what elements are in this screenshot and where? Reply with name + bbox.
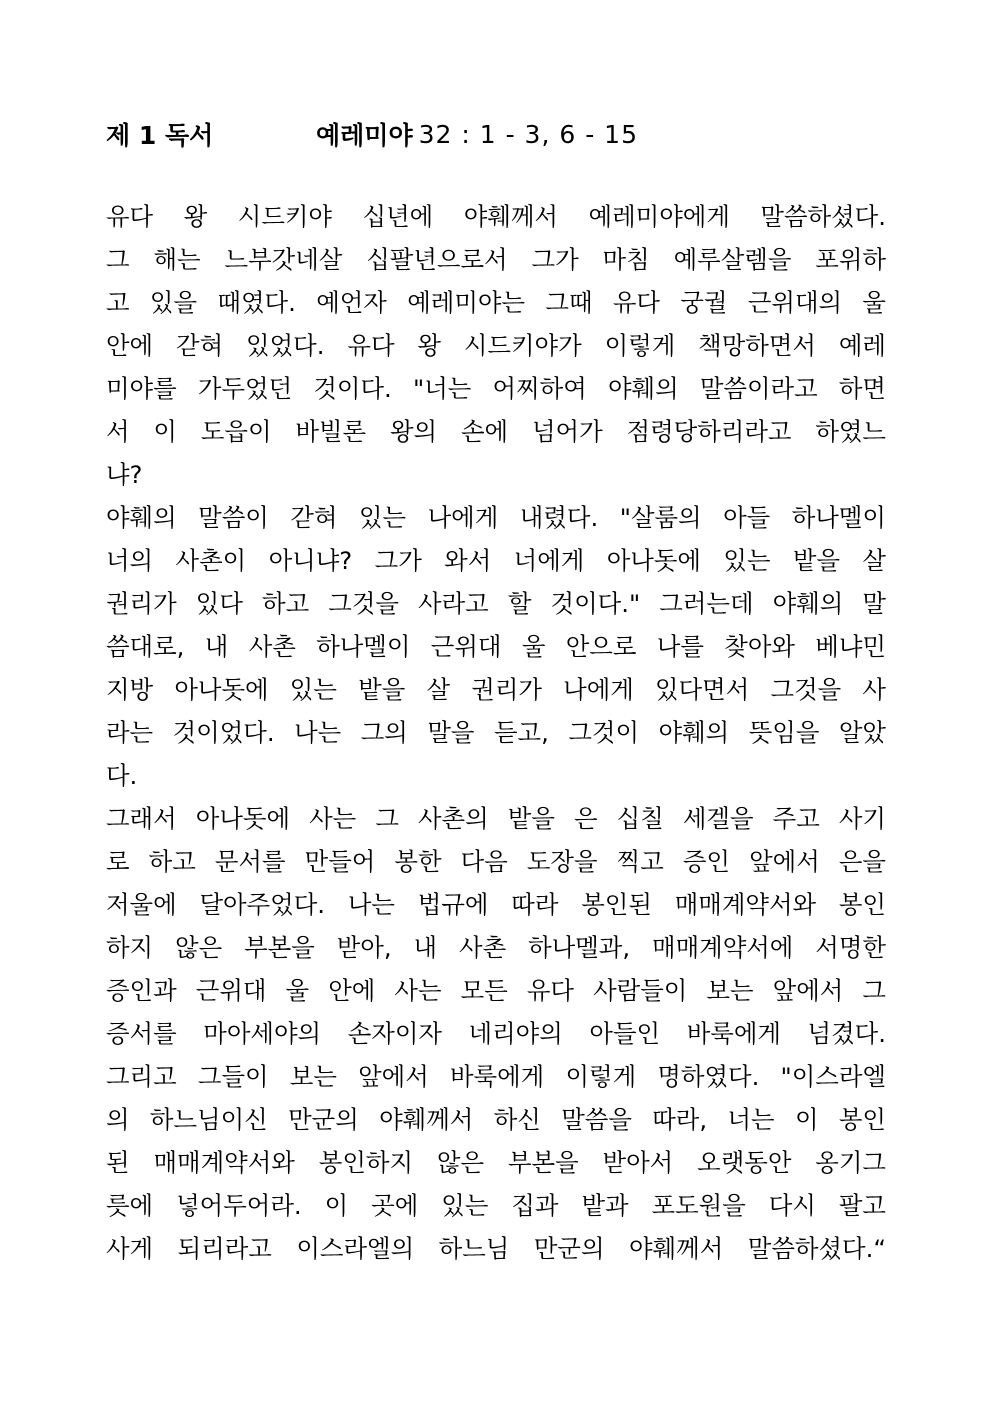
reading-heading: [106, 112, 638, 156]
body-line: 고 있을 때였다. 예언자 예레미야는 그때 유다 궁궐 근위대의 울: [106, 288, 886, 317]
body-line: 안에 갇혀 있었다. 유다 왕 시드키야가 이렇게 책망하면서 예레: [106, 331, 886, 360]
body-line: 사게 되리라고 이스라엘의 하느님 만군의 야훼께서 말씀하셨다.“: [106, 1234, 886, 1263]
body-line: 너의 사촌이 아니냐? 그가 와서 너에게 아나돗에 있는 밭을 살: [106, 546, 886, 575]
body-line: 그 해는 느부갓네살 십팔년으로서 그가 마침 예루살렘을 포위하: [106, 245, 886, 274]
reading-body: [106, 195, 886, 1270]
body-line: 하지 않은 부본을 받아, 내 사촌 하나멜과, 매매계약서에 서명한: [106, 933, 886, 962]
body-line: 미야를 가두었던 것이다. "너는 어찌하여 야훼의 말씀이라고 하면: [106, 374, 886, 403]
body-line: 그래서 아나돗에 사는 그 사촌의 밭을 은 십칠 세겔을 주고 사기: [106, 804, 886, 833]
book-name: 예레미야: [316, 121, 413, 150]
body-line: 서 이 도읍이 바빌론 왕의 손에 넘어가 점령당하리라고 하였느: [106, 417, 886, 446]
body-line: 라는 것이었다. 나는 그의 말을 듣고, 그것이 야훼의 뜻임을 알았: [106, 718, 886, 747]
reading-label: 제 1 독서: [106, 121, 214, 150]
body-line: 지방 아나돗에 있는 밭을 살 권리가 나에게 있다면서 그것을 사: [106, 675, 886, 704]
body-line: 냐?: [106, 460, 143, 489]
body-line: 증인과 근위대 울 안에 사는 모든 유다 사람들이 보는 앞에서 그: [106, 976, 886, 1005]
body-line: 증서를 마아세야의 손자이자 네리야의 아들인 바룩에게 넘겼다.: [106, 1019, 886, 1048]
body-line: 그리고 그들이 보는 앞에서 바룩에게 이렇게 명하였다. "이스라엘: [106, 1062, 886, 1091]
scripture-reference: 32 : 1 - 3, 6 - 15: [418, 119, 638, 149]
body-line: 씀대로, 내 사촌 하나멜이 근위대 울 안으로 나를 찾아와 베냐민: [106, 632, 886, 661]
body-line: 릇에 넣어두어라. 이 곳에 있는 집과 밭과 포도원을 다시 팔고: [106, 1191, 886, 1220]
body-line: 의 하느님이신 만군의 야훼께서 하신 말씀을 따라, 너는 이 봉인: [106, 1105, 886, 1134]
body-line: 저울에 달아주었다. 나는 법규에 따라 봉인된 매매계약서와 봉인: [106, 890, 886, 919]
body-line: 다.: [106, 761, 138, 790]
body-line: 권리가 있다 하고 그것을 사라고 할 것이다." 그러는데 야훼의 말: [106, 589, 886, 618]
body-line: 로 하고 문서를 만들어 봉한 다음 도장을 찍고 증인 앞에서 은을: [106, 847, 886, 876]
body-line: 유다 왕 시드키야 십년에 야훼께서 예레미야에게 말씀하셨다.: [106, 202, 886, 231]
body-line: 야훼의 말씀이 갇혀 있는 나에게 내렸다. "살룸의 아들 하나멜이: [106, 503, 886, 532]
body-line: 된 매매계약서와 봉인하지 않은 부본을 받아서 오랫동안 옹기그: [106, 1148, 886, 1177]
